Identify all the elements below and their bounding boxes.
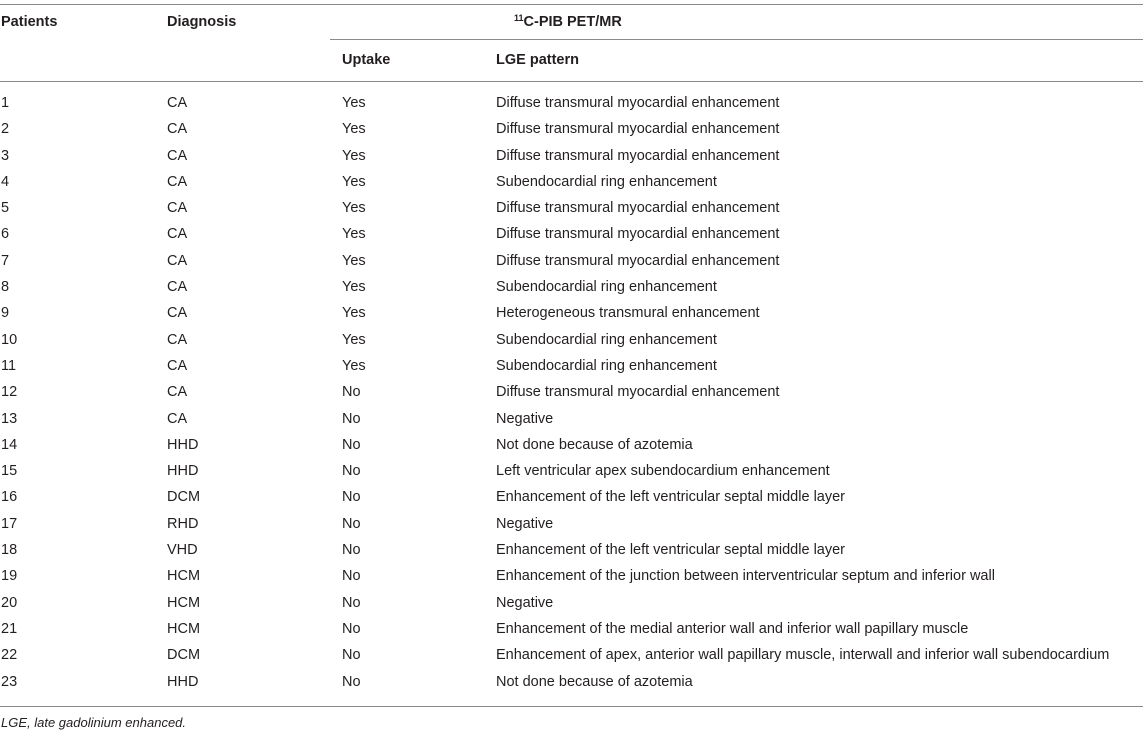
- diagnosis-cell: VHD: [167, 542, 198, 559]
- lge-pattern-cell: Subendocardial ring enhancement: [496, 173, 717, 190]
- table-row: [0, 458, 1143, 484]
- lge-pattern-cell: Enhancement of the medial anterior wall and inferior wall papillary muscle: [496, 620, 969, 637]
- diagnosis-cell: CA: [167, 173, 188, 190]
- lge-pattern-cell: Enhancement of apex, anterior wall papillary muscle, interwall and inferior wall subendocardium: [496, 647, 1110, 664]
- table-row: [0, 642, 1143, 668]
- patient-cell: 12: [1, 384, 18, 401]
- diagnosis-cell: CA: [167, 95, 188, 111]
- header-bottom-rule: [0, 81, 1143, 82]
- patient-cell: 5: [1, 200, 10, 217]
- lge-pattern-cell: Negative: [496, 410, 554, 427]
- diagnosis-cell: HHD: [167, 436, 199, 453]
- patient-cell: 4: [1, 173, 10, 190]
- lge-pattern-cell: Diffuse transmural myocardial enhancement: [496, 95, 780, 111]
- table-row: [0, 195, 1143, 221]
- patient-cell: 19: [1, 568, 18, 585]
- table-footnote: LGE, late gadolinium enhanced.: [1, 715, 187, 730]
- uptake-cell: No: [342, 410, 361, 427]
- patient-cell: 21: [1, 620, 18, 637]
- patient-cell: 1: [1, 95, 10, 111]
- lge-pattern-cell: Enhancement of the left ventricular septal middle layer: [496, 489, 845, 506]
- diagnosis-cell: CA: [167, 410, 188, 427]
- uptake-cell: Yes: [342, 226, 366, 243]
- lge-pattern-cell: Diffuse transmural myocardial enhancement: [496, 121, 780, 138]
- lge-pattern-cell: Not done because of azotemia: [496, 436, 693, 453]
- patient-cell: 16: [1, 489, 18, 506]
- diagnosis-cell: HHD: [167, 673, 199, 690]
- table-row: [0, 511, 1143, 537]
- table-row: [0, 484, 1143, 510]
- table-top-rule: [0, 4, 1143, 5]
- lge-pattern-cell: Diffuse transmural myocardial enhancement: [496, 384, 780, 401]
- uptake-cell: No: [342, 489, 361, 506]
- diagnosis-cell: DCM: [167, 647, 201, 664]
- lge-pattern-cell: Diffuse transmural myocardial enhancement: [496, 147, 780, 164]
- uptake-cell: No: [342, 673, 361, 690]
- table-body: [0, 90, 1143, 695]
- header-patients: Patients: [1, 14, 58, 30]
- table-row: [0, 300, 1143, 326]
- lge-pattern-cell: Subendocardial ring enhancement: [496, 331, 717, 348]
- patient-cell: 7: [1, 252, 10, 269]
- diagnosis-cell: CA: [167, 200, 188, 217]
- table-row: [0, 327, 1143, 353]
- diagnosis-cell: CA: [167, 331, 188, 348]
- lge-pattern-cell: Enhancement of the junction between interventricular septum and inferior wall: [496, 568, 995, 585]
- uptake-cell: Yes: [342, 173, 366, 190]
- table-row: [0, 90, 1143, 116]
- uptake-cell: Yes: [342, 95, 366, 111]
- diagnosis-cell: CA: [167, 279, 188, 296]
- lge-pattern-cell: Subendocardial ring enhancement: [496, 357, 717, 374]
- patient-cell: 2: [1, 121, 10, 138]
- patient-cell: 6: [1, 226, 10, 243]
- uptake-cell: No: [342, 515, 361, 532]
- header-pet-mr-group: [514, 13, 622, 31]
- table-row: [0, 406, 1143, 432]
- table-row: [0, 563, 1143, 589]
- uptake-cell: Yes: [342, 331, 366, 348]
- uptake-cell: No: [342, 620, 361, 637]
- diagnosis-cell: CA: [167, 252, 188, 269]
- patient-cell: 11: [1, 357, 17, 374]
- patient-cell: 22: [1, 647, 18, 664]
- header-diagnosis: Diagnosis: [167, 14, 237, 30]
- uptake-cell: Yes: [342, 121, 366, 138]
- uptake-cell: No: [342, 436, 361, 453]
- table-row: [0, 274, 1143, 300]
- uptake-cell: No: [342, 594, 361, 611]
- table-row: [0, 379, 1143, 405]
- header-lge-pattern: LGE pattern: [496, 52, 579, 68]
- table-row: [0, 221, 1143, 247]
- uptake-cell: Yes: [342, 279, 366, 296]
- lge-pattern-cell: Diffuse transmural myocardial enhancement: [496, 200, 780, 217]
- diagnosis-cell: CA: [167, 357, 188, 374]
- patient-cell: 18: [1, 542, 18, 559]
- patient-cell: 9: [1, 305, 10, 322]
- diagnosis-cell: CA: [167, 226, 188, 243]
- uptake-cell: Yes: [342, 200, 366, 217]
- lge-pattern-cell: Diffuse transmural myocardial enhancement: [496, 226, 780, 243]
- diagnosis-cell: CA: [167, 305, 188, 322]
- lge-pattern-cell: Left ventricular apex subendocardium enhancement: [496, 463, 830, 480]
- patient-cell: 20: [1, 594, 18, 611]
- lge-pattern-cell: Subendocardial ring enhancement: [496, 279, 717, 296]
- table-row: [0, 537, 1143, 563]
- uptake-cell: No: [342, 647, 361, 664]
- diagnosis-cell: RHD: [167, 515, 199, 532]
- uptake-cell: Yes: [342, 252, 366, 269]
- uptake-cell: No: [342, 542, 361, 559]
- lge-pattern-cell: Negative: [496, 515, 554, 532]
- lge-pattern-cell: Enhancement of the left ventricular septal middle layer: [496, 542, 845, 559]
- uptake-cell: No: [342, 568, 361, 585]
- patient-cell: 8: [1, 279, 10, 296]
- uptake-cell: Yes: [342, 305, 366, 322]
- table-row: [0, 616, 1143, 642]
- diagnosis-cell: CA: [167, 384, 188, 401]
- table-row: [0, 432, 1143, 458]
- lge-pattern-cell: Heterogeneous transmural enhancement: [496, 305, 760, 322]
- diagnosis-cell: CA: [167, 121, 188, 138]
- diagnosis-cell: CA: [167, 147, 188, 164]
- header-pet-mr-label: C-PIB PET/MR: [523, 14, 622, 30]
- diagnosis-cell: HCM: [167, 594, 201, 611]
- lge-pattern-cell: Diffuse transmural myocardial enhancement: [496, 252, 780, 269]
- diagnosis-cell: HHD: [167, 463, 199, 480]
- lge-pattern-cell: Not done because of azotemia: [496, 673, 693, 690]
- patient-cell: 14: [1, 436, 18, 453]
- patient-cell: 15: [1, 463, 18, 480]
- table-row: [0, 248, 1143, 274]
- patient-cell: 13: [1, 410, 18, 427]
- uptake-cell: Yes: [342, 147, 366, 164]
- patient-cell: 17: [1, 515, 18, 532]
- table-row: [0, 353, 1143, 379]
- table-row: [0, 116, 1143, 142]
- patient-cell: 23: [1, 673, 18, 690]
- header-isotope-superscript: 11: [514, 13, 524, 23]
- table-row: [0, 169, 1143, 195]
- table-bottom-rule: [0, 706, 1143, 707]
- header-uptake: Uptake: [342, 52, 391, 68]
- patient-cell: 3: [1, 147, 10, 164]
- diagnosis-cell: HCM: [167, 568, 201, 585]
- diagnosis-cell: HCM: [167, 620, 201, 637]
- patient-cell: 10: [1, 331, 18, 348]
- table-row: [0, 669, 1143, 695]
- table-row: [0, 590, 1143, 616]
- uptake-cell: No: [342, 384, 361, 401]
- table-row: [0, 143, 1143, 169]
- uptake-cell: No: [342, 463, 361, 480]
- diagnosis-cell: DCM: [167, 489, 201, 506]
- group-header-rule: [330, 39, 1143, 40]
- lge-pattern-cell: Negative: [496, 594, 554, 611]
- uptake-cell: Yes: [342, 357, 366, 374]
